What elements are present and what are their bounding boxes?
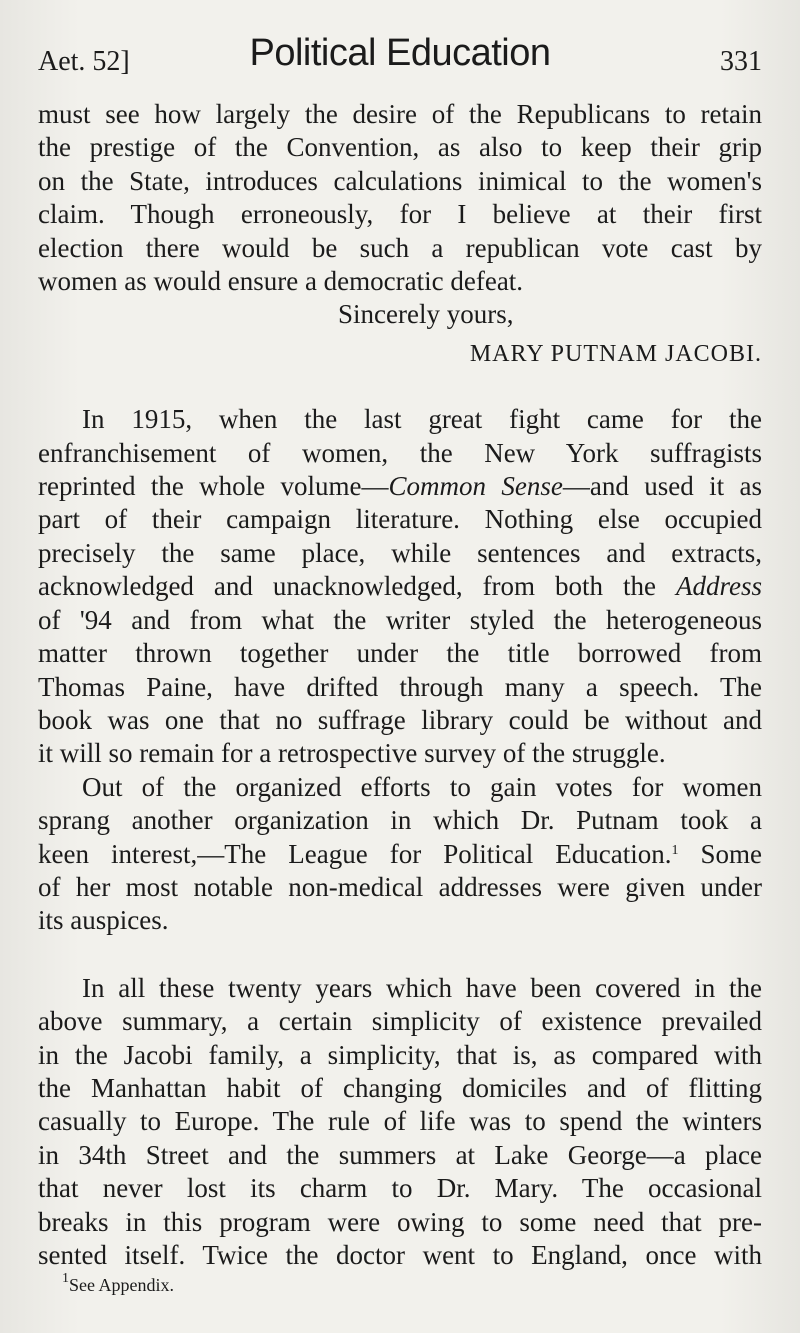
text-line: book was one that no suffrage library could be without and	[38, 704, 762, 735]
text-line: precisely the same place, while sentences and extracts,	[38, 537, 762, 568]
text-line: In all these twenty years which have been covered in the	[82, 972, 762, 1003]
text-line: of her most notable non-medical addresses were given under	[38, 871, 762, 902]
text-line: must see how largely the desire of the Republicans to retain	[38, 99, 762, 129]
running-header	[38, 28, 762, 98]
letter-paragraph	[38, 98, 762, 298]
text-line: acknowledged and unacknowledged, from both the Address	[38, 571, 762, 602]
header-age-marker: Aet. 52]	[38, 46, 130, 77]
text-line: in 34th Street and the summers at Lake George—a place	[38, 1139, 762, 1170]
text-line: it will so remain for a retrospective survey of the struggle.	[38, 738, 666, 769]
paragraph-league	[38, 771, 762, 938]
text-line: reprinted the whole volume—Common Sense—and used it as	[38, 471, 762, 502]
text-line: Thomas Paine, have drifted through many a speech. The	[38, 671, 762, 702]
text-line: women as would ensure a democratic defeat.	[38, 266, 524, 297]
letter-signature: MARY PUTNAM JACOBI.	[469, 340, 762, 367]
footnote-marker: 1	[62, 1271, 69, 1286]
book-title-common-sense: Common Sense	[388, 471, 563, 502]
page-number: 331	[720, 46, 762, 77]
text-line: claim. Though erroneously, for I believe at their first	[38, 199, 762, 230]
text-line: enfranchisement of women, the New York suffragists	[38, 437, 762, 468]
text-line: matter thrown together under the title borrowed from	[38, 638, 762, 669]
text-line: of '94 and from what the writer styled the heterogeneous	[38, 604, 762, 635]
text-line: Out of the organized efforts to gain votes for women	[82, 771, 762, 802]
text-line: that never lost its charm to Dr. Mary. The occasional	[38, 1173, 762, 1204]
footnote-reference: 1	[671, 842, 679, 858]
text-line: casually to Europe. The rule of life was to spend the winters	[38, 1106, 762, 1137]
text-line: keen interest,—The League for Political Education.$^1$ Some	[38, 838, 762, 869]
text-line: In 1915, when the last great fight came for the	[82, 404, 762, 435]
text-line: above summary, a certain simplicity of existence prevailed	[38, 1006, 762, 1037]
body-text	[38, 98, 762, 1272]
footnote-text: See Appendix.	[69, 1275, 174, 1295]
text-line: election there would be such a republican vote cast by	[38, 232, 762, 263]
paragraph-twenty-years	[38, 972, 762, 1273]
book-title-address: Address	[676, 571, 762, 602]
letter-closing: Sincerely yours,	[338, 299, 514, 330]
text-line: the Manhattan habit of changing domiciles and of flitting	[38, 1072, 762, 1103]
text-line: sprang another organization in which Dr. Putnam took a	[38, 805, 762, 836]
text-line: the prestige of the Convention, as also to keep their grip	[38, 132, 762, 163]
text-line: in the Jacobi family, a simplicity, that is, as compared with	[38, 1039, 762, 1070]
text-line: part of their campaign literature. Nothing else occupied	[38, 504, 762, 535]
page-title: Political Education	[249, 32, 551, 74]
footnote	[62, 1271, 174, 1296]
text-line: breaks in this program were owing to some need that pre-	[38, 1206, 762, 1237]
text-line: on the State, introduces calculations inimical to the women's	[38, 165, 762, 196]
paragraph-1915	[38, 403, 762, 770]
text-line: its auspices.	[38, 905, 169, 936]
text-line: sented itself. Twice the doctor went to England, once with	[38, 1240, 762, 1270]
